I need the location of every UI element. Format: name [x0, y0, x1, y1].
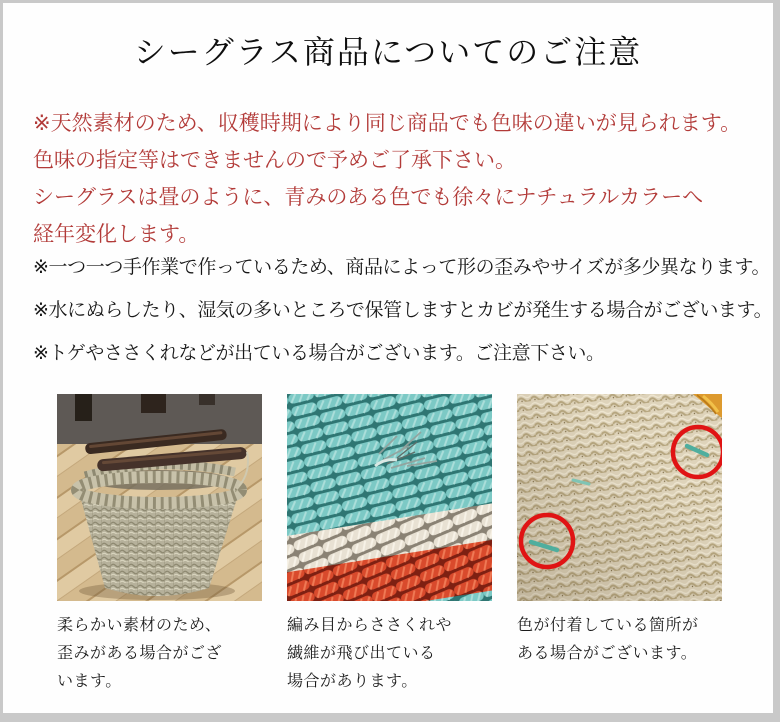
caption-loose-fibers	[287, 612, 492, 696]
page-title: シーグラス商品についてのご注意	[133, 34, 643, 70]
basket-photo	[57, 394, 262, 601]
caption-line: います。	[57, 673, 122, 690]
weave-closeup-art	[287, 394, 492, 601]
splinter-warning-note: ※トゲやささくれなどが出ている場合がございます。ご注意下さい。	[33, 343, 605, 364]
caption-line: 場合があります。	[287, 673, 418, 690]
mold-warning-note: ※水にぬらしたり、湿気の多いところで保管しますとカビが発生する場合がございます。	[33, 300, 773, 321]
figure-soft-material	[57, 394, 262, 696]
handmade-variation-note: ※一つ一つ手作業で作っているため、商品によって形の歪みやサイズが多少異なります。	[33, 257, 771, 278]
figure-color-spots	[517, 394, 722, 696]
content-area	[3, 3, 773, 713]
figure-row	[3, 394, 773, 696]
caption-line: 歪みがある場合がござ	[57, 645, 223, 662]
caption-color-spots	[517, 612, 722, 668]
red-note-line-3: シーグラスは畳のように、青みのある色でも徐々にナチュラルカラーへ	[33, 186, 704, 209]
caption-line: ある場合がございます。	[517, 645, 698, 662]
caption-line: 色が付着している箇所が	[517, 617, 699, 634]
color-variation-warning	[3, 105, 773, 253]
basket-photo-art	[57, 394, 262, 601]
caption-line: 繊維が飛び出ている	[287, 645, 436, 662]
caption-line: 編み目からささくれや	[287, 617, 453, 634]
caption-line: 柔らかい素材のため、	[57, 617, 222, 634]
figure-loose-fibers	[287, 394, 492, 696]
red-note-line-2: 色味の指定等はできませんので予めご了承下さい。	[33, 149, 516, 172]
weave-closeup-photo	[287, 394, 492, 601]
caption-soft-material	[57, 612, 262, 696]
red-note-line-4: 経年変化します。	[33, 223, 200, 246]
color-spot-art	[517, 394, 722, 601]
red-note-line-1: ※天然素材のため、収穫時期により同じ商品でも色味の違いが見られます。	[33, 112, 742, 135]
color-spot-photo	[517, 394, 722, 601]
